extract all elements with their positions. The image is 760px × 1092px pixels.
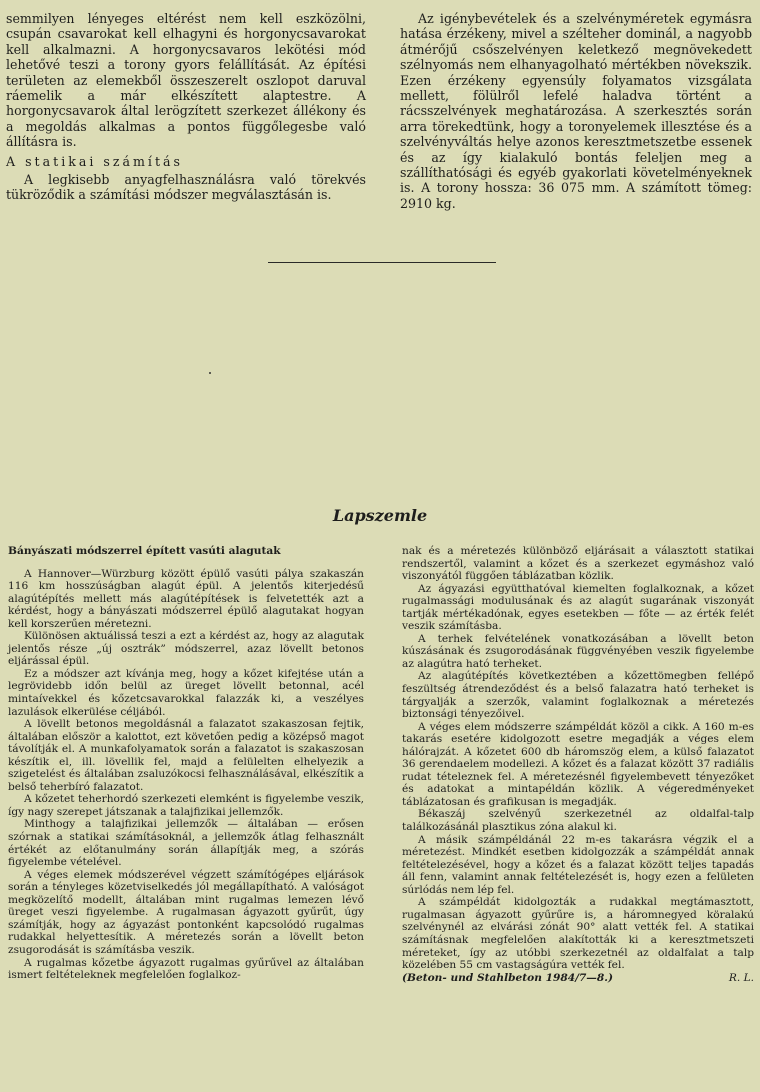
- top-left-column: [6, 11, 366, 203]
- subheading: A statikai számítás: [6, 153, 183, 169]
- article-source: (Beton- und Stahlbeton 1984/7—8.): [402, 971, 613, 984]
- article-paragraph: Az ágyazási együtthatóval kiemelten foglalkoznak, a kőzet rugalmassági modulusának és az alagút sugarának viszonyát tartják mértékadónak, egyes esetekben — főte — az érték felét veszik számításba.: [402, 582, 754, 633]
- article-paragraph: A számpéldát kidolgozták a rudakkal megtámasztott, rugalmasan ágyazott gyűrűre is, a háromnegyed köralakú szelvénynél az elvárási zónát 90° alatt vették fel. A statikai számításnak megfelelően alakították ki a keresztmetszeti méreteket, így az utóbbi szerkezetnél az oldalfalat a talp közelében 55 cm vastagságúra vették fel.: [402, 896, 754, 972]
- article-left-body: [8, 568, 364, 982]
- source-line: [402, 972, 754, 985]
- article-paragraph: Minthogy a talajfizikai jellemzők — általában — erősen szórnak a statikai számításoknál, a jellemzők átlag felhasznált értékét az előtanulmány során állapítják meg, a szórás figyelembe vételével.: [8, 818, 364, 869]
- article-paragraph: Ez a módszer azt kívánja meg, hogy a kőzet kifejtése után a legrövidebb időn belül az üreget lövellt betonnal, acél mintaívekkel és kőzetcsavarokkal falazzák ki, a veszélyes lazulások elkerülése céljából.: [8, 667, 364, 718]
- section-title: Lapszemle: [332, 506, 428, 525]
- paragraph: semmilyen lényeges eltérést nem kell eszközölni, csupán csavarokat kell elhagyni és horgonycsavarokat kell alkalmazni. A horgonycsavaros lekötési mód lehetővé teszi a torony gyors felállítását. Az építési területen az elemekből összeszerelt oszlopot daruval ráemelik a már elkészített alaptestre. A horgonycsavarok által lerögzített szerkezet állékony és a megoldás alkalmas a pontos függőlegesbe való állításra is.: [6, 11, 366, 150]
- article-right-column: [402, 545, 754, 984]
- divider: [268, 262, 496, 263]
- article-paragraph: A véges elemek módszerével végzett számítógépes eljárások során a tényleges közetviselkedés jól megállapítható. A valóságot megközelítő modellt, általában mint rugalmas lemezen lévő üreget veszi figyelembe. A rugalmasan ágyazott gyűrűt, úgy számítják, hogy az ágyazást pontonként kapcsolódó rugalmas rudakkal helyettesítik. A méretezés során a lövellt beton zsugorodását is számításba veszik.: [8, 868, 364, 956]
- paragraph: Az igénybevételek és a szelvényméretek egymásra hatása érzékeny, mivel a szélteher dominál, a nagyobb átmérőjű csőszelvényen keletkező megnövekedett szélnyomás nem elhanyagolható mértékben növekszik. Ezen érzékeny egyensúly folyamatos vizsgálata mellett, fölülről lefelé haladva történt a rácsszelvények meghatározása. A szerkesztés során arra törekedtünk, hogy a toronyelemek illesztése és a szelvényváltás helye azonos keresztmetszetbe essenek és az így kialakuló bontás feleljen meg a szállíthatósági és egyéb gyakorlati követelményeknek is. A torony hossza: 36 075 mm. A számított tömeg: 2910 kg.: [400, 11, 752, 211]
- article-paragraph: A lövellt betonos megoldásnál a falazatot szakaszosan fejtik, általában először a kalottot, ezt követően pedig a középső magot távolítják el. A munkafolyamatok során a falazatot is szakaszosan készítik el, ill. lövellik fel, majd a felülelten elhelyezik a szigetelést és általában zsaluzókocsi felhasználásával, elkészítik a belső teherbíró falazatot.: [8, 718, 364, 793]
- article-paragraph: A terhek felvételének vonatkozásában a lövellt beton kúszásának és zsugorodásának függvényében veszik figyelembe az alagútra ható terheket.: [402, 632, 754, 670]
- article-title: Bányászati módszerrel épített vasúti alagutak: [8, 545, 281, 557]
- top-right-column: [400, 11, 752, 211]
- article-paragraph: A véges elem módszerre számpéldát közöl a cikk. A 160 m-es takarás esetére kidolgozott esetre megadják a véges elem hálórajzát. A kőzetet 600 db háromszög elem, a külső falazatot 36 gerendaelem modellezi. A kőzet és a falazat között 37 radiális rudat tételeznek fel. A méretezésnél figyelembevett tényezőket és adatokat a mintapéldán közlik. A végeredményeket táblázatosan és grafikusan is megadják.: [402, 720, 754, 808]
- article-paragraph: Az alagútépítés következtében a kőzettömegben fellépő feszültség átrendeződést és a belső falazatra ható terheket is tárgyalják a szerzők, valamint foglalkoznak a méretezés biztonsági tényezőivel.: [402, 670, 754, 721]
- article-left-column: [8, 545, 364, 982]
- article-paragraph: A Hannover—Würzburg között épülő vasúti pálya szakaszán 116 km hosszúságban alagút épül. A jelentős kiterjedésű alagútépítés mellett más alagútépítések is felvetették azt a kérdést, hogy a bányászati módszerrel épülő alagutakat hogyan kell korszerűen méretezni.: [8, 567, 364, 630]
- article-paragraph: nak és a méretezés különböző eljárásait a választott statikai rendszertől, valamint a kőzet és a szerkezet egymáshoz való viszonyától függően táblázatban közlik.: [402, 545, 754, 583]
- article-paragraph: Különösen aktuálissá teszi a ezt a kérdést az, hogy az alagutak jelentős része „új osztrák” módszerrel, azaz lövellt betonos eljárással épül.: [8, 630, 364, 668]
- author-initials: R. L.: [728, 971, 754, 984]
- article-paragraph: A rugalmas kőzetbe ágyazott rugalmas gyűrűvel az általában ismert feltételeknek megfelelően foglalkoz-: [8, 956, 364, 982]
- paragraph: A legkisebb anyagfelhasználásra való törekvés tükröződik a számítási módszer megválasztásán is.: [6, 172, 366, 203]
- speck: [209, 372, 211, 374]
- article-right-body: [402, 545, 754, 972]
- article-paragraph: Békaszáj szelvényű szerkezetnél az oldalfal-talp találkozásánál plasztikus zóna alakul ki.: [402, 808, 754, 834]
- article-paragraph: A másik számpéldánál 22 m-es takarásra végzik el a méretezést. Mindkét esetben kidolgozzák a számpéldát annak feltételezésével, hogy a kőzet és a falazat között teljes tapadás áll fenn, valamint annak feltételezését is, hogy ezen a felületen súrlódás nem lép fel.: [402, 833, 754, 896]
- article-paragraph: A kőzetet teherhordó szerkezeti elemként is figyelembe veszik, így nagy szerepet játszanak a talajfizikai jellemzők.: [8, 793, 364, 818]
